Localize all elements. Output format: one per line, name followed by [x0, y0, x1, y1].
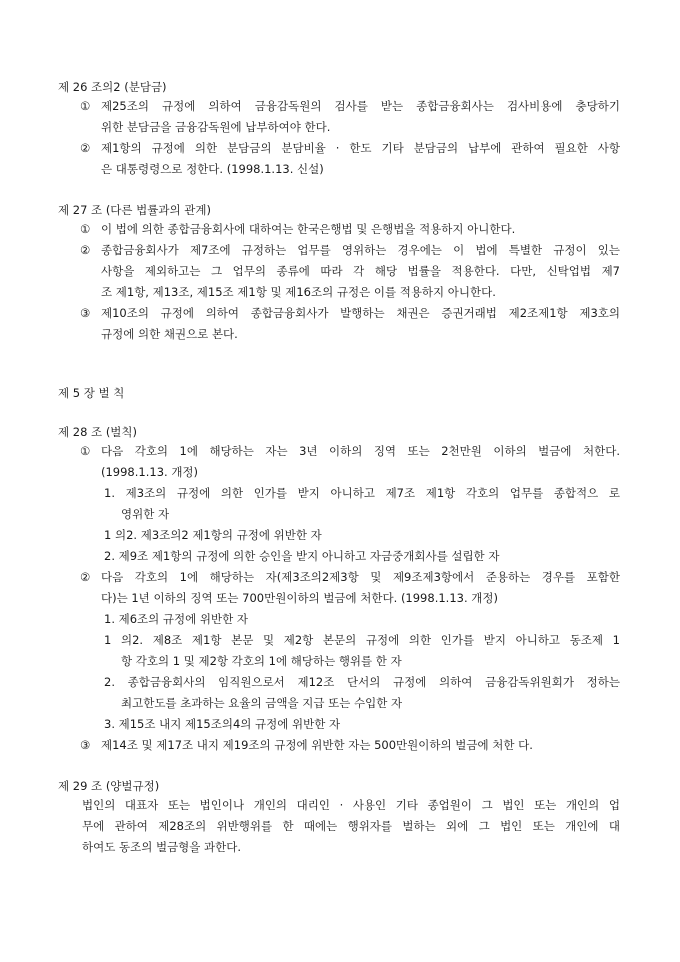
article-29-line1: 법인의 대표자 또는 법인이나 개인의 대리인 · 사용인 기타 종업원이 그 법인 또는 개인의 업 — [82, 798, 620, 812]
article-29-heading: 제 29 조 (양벌규정) — [58, 779, 160, 793]
article-26-2-p1-line1: 제25조의 규정에 의하여 금융감독원의 검사를 받는 종합금융회사는 검사비용에 충당하기 — [101, 99, 620, 113]
article-27-heading: 제 27 조 (다른 법률과의 관계) — [58, 203, 211, 217]
paragraph-marker: ① — [80, 99, 91, 113]
article-28-p1-item1-line2: 영위한 자 — [121, 507, 170, 521]
article-28-p2-line1: 다음 각호의 1에 해당하는 자(제3조의2제3항 및 제9조제3항에서 준용하는 경우를 포함한 — [101, 570, 620, 584]
article-29-line2: 무에 관하여 제28조의 위반행위를 한 때에는 행위자를 벌하는 외에 그 법인 또는 개인에 대 — [82, 819, 620, 833]
article-27-p2-line3: 조 제1항, 제13조, 제15조 제1항 및 제16조의 규정은 이를 적용하지 아니한다. — [101, 285, 496, 299]
article-27-p3-line1: 제10조의 규정에 의하여 종합금융회사가 발행하는 채권은 증권거래법 제2조제1항 제3호의 — [101, 306, 620, 320]
paragraph-marker: ① — [80, 222, 91, 236]
article-28-p2-item1-2-line2: 항 각호의 1 및 제2항 각호의 1에 해당하는 행위를 한 자 — [121, 654, 402, 668]
article-29-line3: 하여도 동조의 벌금형을 과한다. — [82, 840, 242, 854]
article-27-p3-line2: 규정에 의한 채권으로 본다. — [101, 327, 238, 341]
article-28-heading: 제 28 조 (벌칙) — [58, 425, 138, 439]
chapter-5-heading: 제 5 장 벌 칙 — [58, 386, 125, 400]
article-28-p2-item3: 3. 제15조 내지 제15조의4의 규정에 위반한 자 — [104, 717, 341, 731]
article-27-p2-line1: 종합금융회사가 제7조에 규정하는 업무를 영위하는 경우에는 이 법에 특별한 규정이 있는 — [101, 243, 620, 257]
article-26-2-heading: 제 26 조의2 (분담금) — [58, 80, 167, 94]
article-28-p2-item2-line1: 2. 종합금융회사의 임직원으로서 제12조 단서의 규정에 의하여 금융감독위원회가 정하는 — [104, 675, 620, 689]
article-26-2-p1-line2: 위한 분담금을 금융감독원에 납부하여야 한다. — [101, 120, 331, 134]
article-28-p2-line2: 다)는 1년 이하의 징역 또는 700만원이하의 벌금에 처한다. (1998.1.13. 개정) — [101, 591, 498, 605]
paragraph-marker: ③ — [80, 306, 91, 320]
article-27-p1-line1: 이 법에 의한 종합금융회사에 대하여는 한국은행법 및 은행법을 적용하지 아니한다. — [101, 222, 516, 236]
article-28-p2-item1: 1. 제6조의 규정에 위반한 자 — [104, 612, 248, 626]
article-28-p1-item1-line1: 1. 제3조의 규정에 의한 인가를 받지 아니하고 제7조 제1항 각호의 업무를 종합적으 로 — [104, 486, 620, 500]
paragraph-marker: ② — [80, 570, 91, 584]
article-27-p2-line2: 사항을 제외하고는 그 업무의 종류에 따라 각 해당 법률을 적용한다. 다만, 신탁업법 제7 — [101, 264, 620, 278]
paragraph-marker: ① — [80, 444, 91, 458]
article-28-p1-item2: 2. 제9조 제1항의 규정에 의한 승인을 받지 아니하고 자금중개회사를 설립한 자 — [104, 549, 500, 563]
paragraph-marker: ③ — [80, 738, 91, 752]
article-28-p1-item1-2: 1 의2. 제3조의2 제1항의 규정에 위반한 자 — [104, 528, 322, 542]
article-26-2-p2-line1: 제1항의 규정에 의한 분담금의 분담비율 · 한도 기타 분담금의 납부에 관하여 필요한 사항 — [101, 141, 620, 155]
article-26-2-p2-line2: 은 대통령령으로 정한다. (1998.1.13. 신설) — [101, 162, 324, 176]
paragraph-marker: ② — [80, 141, 91, 155]
article-28-p3-line1: 제14조 및 제17조 내지 제19조의 규정에 위반한 자는 500만원이하의 벌금에 처한 다. — [101, 738, 533, 752]
article-28-p2-item2-line2: 최고한도를 초과하는 요율의 금액을 지급 또는 수입한 자 — [121, 696, 403, 710]
paragraph-marker: ② — [80, 243, 91, 257]
article-28-p2-item1-2-line1: 1 의2. 제8조 제1항 본문 및 제2항 본문의 규정에 의한 인가를 받지 아니하고 동조제 1 — [104, 633, 620, 647]
article-28-p1-line2: (1998.1.13. 개정) — [101, 465, 199, 479]
article-28-p1-line1: 다음 각호의 1에 해당하는 자는 3년 이하의 징역 또는 2천만원 이하의 벌금에 처한다. — [101, 444, 620, 458]
